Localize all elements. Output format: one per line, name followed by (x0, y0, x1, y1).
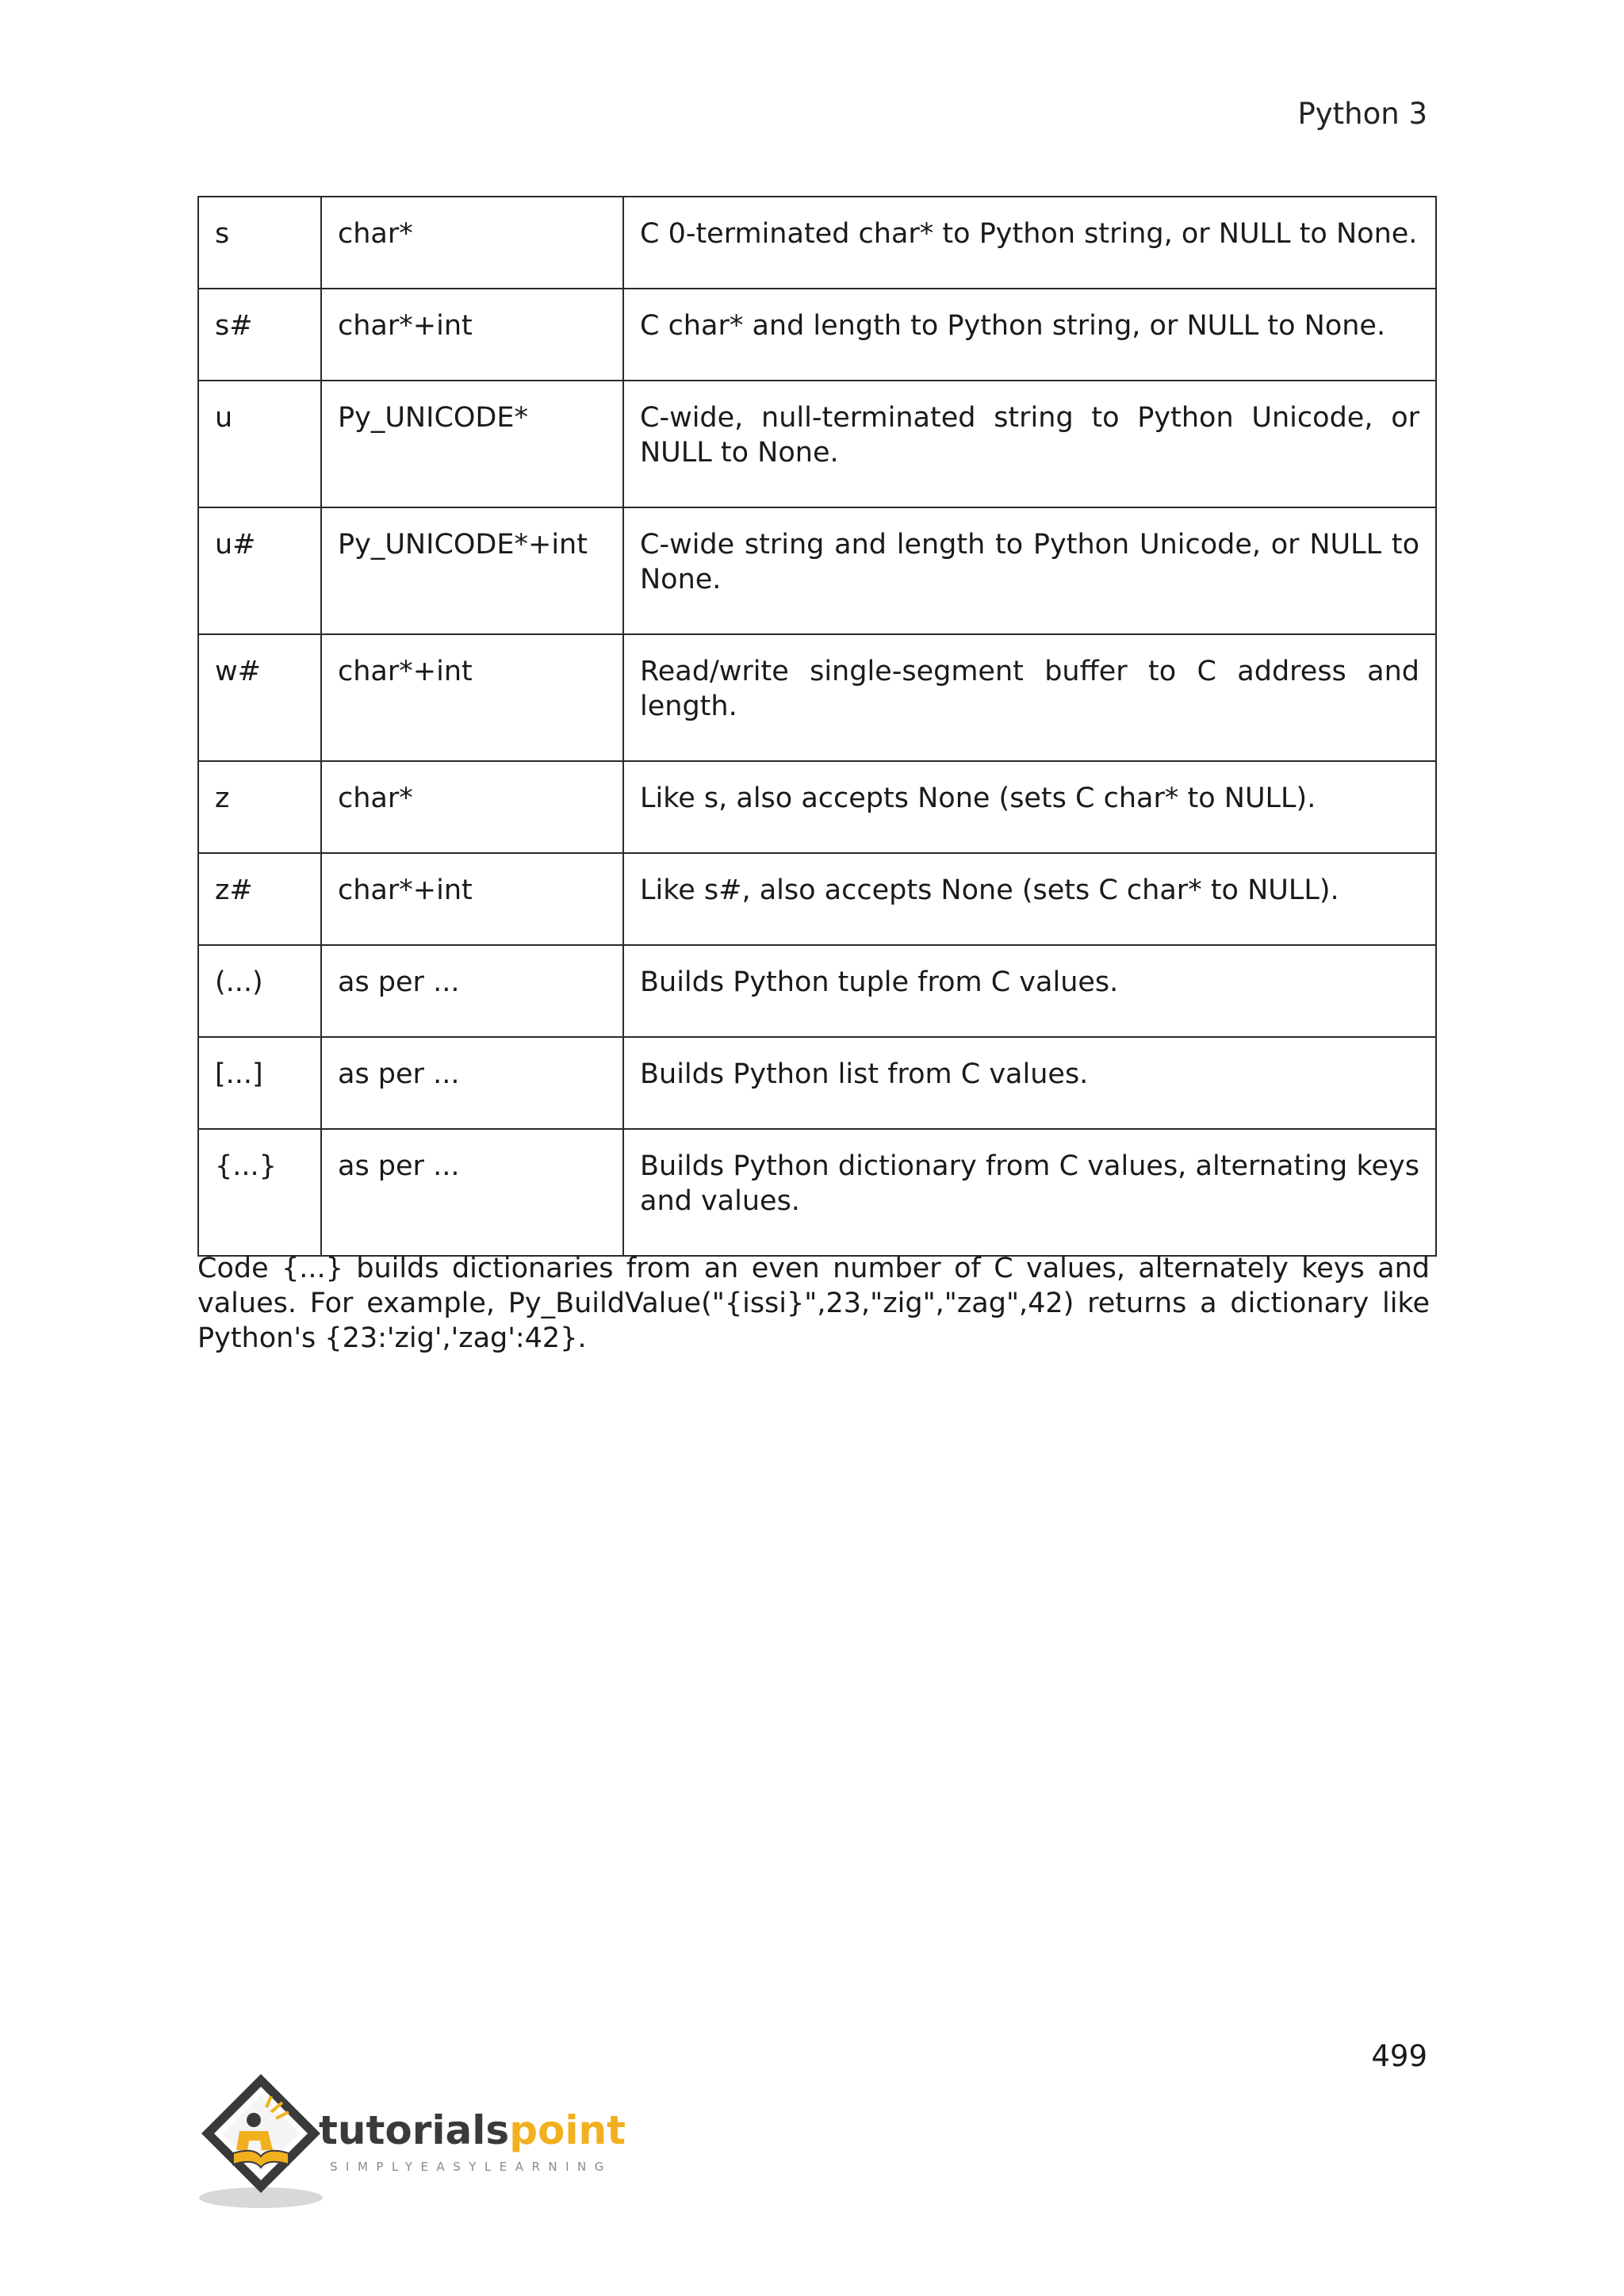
description-cell: Like s#, also accepts None (sets C char* to NULL). (623, 853, 1436, 945)
description-cell: Builds Python dictionary from C values, alternating keys and values. (623, 1129, 1436, 1256)
c-type-cell: as per ... (321, 1129, 623, 1256)
table-row (198, 853, 1436, 945)
c-type-cell: Py_UNICODE*+int (321, 507, 623, 634)
page-number: 499 (1371, 2039, 1427, 2073)
format-code-cell: z# (198, 853, 321, 945)
description-cell: Read/write single-segment buffer to C address and length. (623, 634, 1436, 761)
logo-brand-left: tutorials (319, 2107, 510, 2153)
format-code-cell: u# (198, 507, 321, 634)
description-cell: C-wide string and length to Python Unicode, or NULL to None. (623, 507, 1436, 634)
c-type-cell: char*+int (321, 853, 623, 945)
c-type-cell: char*+int (321, 634, 623, 761)
c-type-cell: char* (321, 761, 623, 853)
description-cell: C char* and length to Python string, or NULL to None. (623, 289, 1436, 381)
format-code-cell: s# (198, 289, 321, 381)
c-type-cell: as per ... (321, 1037, 623, 1129)
logo-brand-text (319, 2107, 626, 2153)
description-cell: C 0-terminated char* to Python string, or NULL to None. (623, 197, 1436, 289)
logo-brand-right: point (509, 2107, 626, 2153)
logo-tagline: SIMPLYEASYLEARNING (330, 2160, 612, 2174)
format-code-cell: w# (198, 634, 321, 761)
page-header-title: Python 3 (1297, 97, 1427, 131)
table-row (198, 945, 1436, 1037)
format-code-cell: s (198, 197, 321, 289)
table-row (198, 289, 1436, 381)
table-row (198, 1037, 1436, 1129)
c-type-cell: as per ... (321, 945, 623, 1037)
description-cell: Builds Python tuple from C values. (623, 945, 1436, 1037)
tutorialspoint-logo (193, 2071, 653, 2214)
body-paragraph: Code {...} builds dictionaries from an even number of C values, alternately keys and values. For example, Py_BuildValue("{issi}",23,"zig","zag",42) returns a dictionary like Python's {23:'zig','zag':42}. (197, 1253, 1430, 1354)
format-code-cell: (...) (198, 945, 321, 1037)
description-cell: Like s, also accepts None (sets C char* to NULL). (623, 761, 1436, 853)
format-code-cell: {...} (198, 1129, 321, 1256)
c-type-cell: Py_UNICODE* (321, 381, 623, 507)
description-cell: Builds Python list from C values. (623, 1037, 1436, 1129)
format-code-cell: u (198, 381, 321, 507)
logo-figure-icon (247, 2113, 261, 2127)
format-code-cell: [...] (198, 1037, 321, 1129)
format-codes-table (197, 196, 1437, 1257)
table-row (198, 197, 1436, 289)
table-row (198, 507, 1436, 634)
table-row (198, 634, 1436, 761)
format-code-cell: z (198, 761, 321, 853)
c-type-cell: char*+int (321, 289, 623, 381)
description-cell: C-wide, null-terminated string to Python Unicode, or NULL to None. (623, 381, 1436, 507)
c-type-cell: char* (321, 197, 623, 289)
table-row (198, 381, 1436, 507)
table-row (198, 1129, 1436, 1256)
table-row (198, 761, 1436, 853)
